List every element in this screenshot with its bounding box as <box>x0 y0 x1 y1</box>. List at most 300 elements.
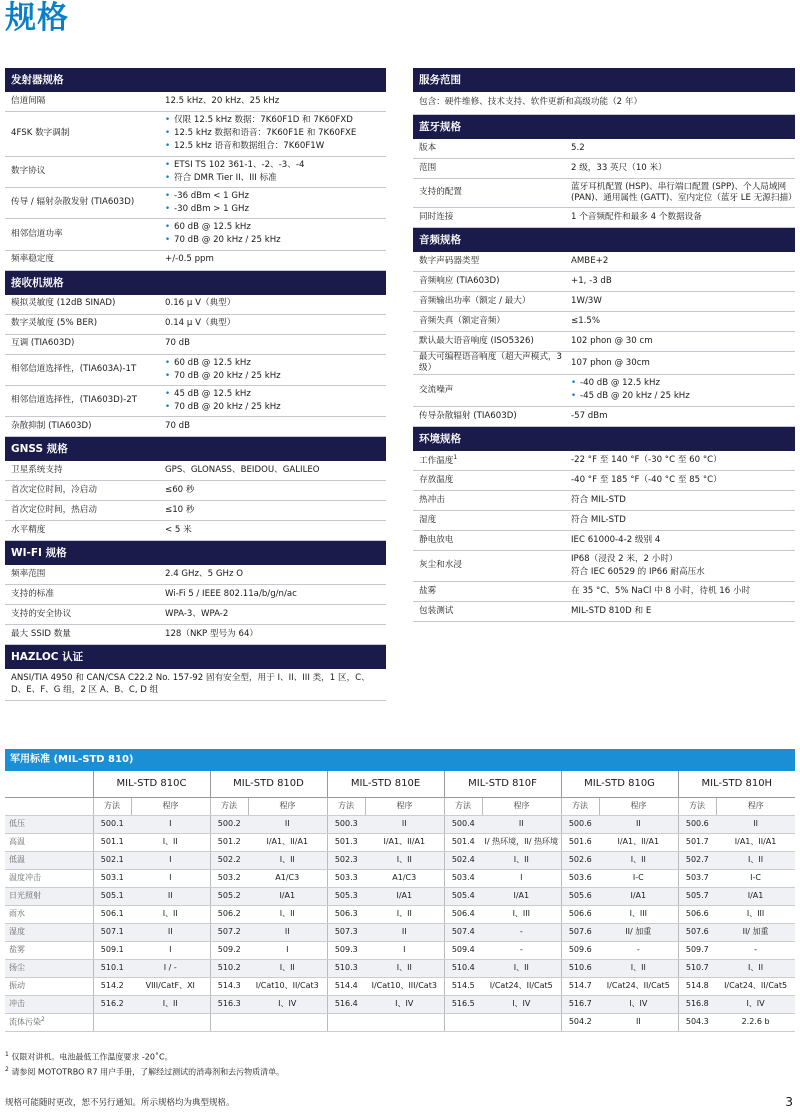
spec-bullet <box>165 172 386 185</box>
spec-label-text: 支持的配置 <box>419 187 462 198</box>
spec-label-text: 交流噪声 <box>419 384 454 395</box>
spec-row <box>413 208 795 228</box>
spec-value-text: 0.14 µ V（典型） <box>165 318 236 329</box>
procedure-cell: I <box>482 869 561 887</box>
procedure-cell: I/A1、II/A1 <box>599 833 678 851</box>
section-header: 蓝牙规格 <box>413 115 795 139</box>
spec-value-text: -30 dBm > 1 GHz <box>174 204 249 215</box>
method-cell: 509.4 <box>444 941 482 959</box>
spec-value <box>165 93 386 110</box>
method-cell: 505.7 <box>678 887 716 905</box>
section-header: 接收机规格 <box>5 271 386 295</box>
procedure-header: 程序 <box>365 797 444 815</box>
spec-row <box>5 417 386 437</box>
spec-label-text: 数字灵敏度 (5% BER) <box>11 318 98 329</box>
spec-bullet <box>165 221 386 234</box>
bullet-icon: • <box>165 128 171 139</box>
procedure-cell: I <box>131 941 210 959</box>
spec-value-text: 45 dB @ 12.5 kHz <box>174 388 251 399</box>
section-header: 环境规格 <box>413 427 795 451</box>
spec-value <box>571 492 795 509</box>
spec-label-text: 范围 <box>419 162 437 173</box>
bullet-icon: • <box>165 115 171 125</box>
table-row <box>5 923 795 941</box>
spec-label <box>5 395 165 406</box>
spec-value <box>165 315 386 332</box>
bullet-icon: • <box>165 370 171 381</box>
military-table <box>5 771 795 1032</box>
spec-value-text: 在 35 °C、5% NaCl 中 8 小时，待机 16 小时 <box>571 585 751 596</box>
method-cell: 500.1 <box>93 815 131 833</box>
table-row <box>5 905 795 923</box>
spec-value-text: 102 phon @ 30 cm <box>571 335 653 346</box>
spec-label <box>5 629 165 640</box>
method-cell: 500.4 <box>444 815 482 833</box>
spec-value <box>571 209 795 226</box>
spec-row <box>5 251 386 271</box>
footnote-text: 仅限对讲机。电池最低工作温度要求 -20˚C。 <box>11 1052 173 1062</box>
spec-label <box>413 606 571 617</box>
left-column <box>5 68 386 701</box>
spec-label <box>413 586 571 597</box>
spec-value-text: 12.5 kHz 数据和语音：7K60F1E 和 7K60FXE <box>174 128 357 139</box>
spec-label <box>413 475 571 486</box>
procedure-cell: I/Cat10、III/Cat3 <box>365 977 444 995</box>
row-label <box>5 995 93 1013</box>
spec-value-text: 60 dB @ 12.5 kHz <box>174 357 251 368</box>
spec-value <box>571 333 795 350</box>
spec-value <box>571 293 795 310</box>
spec-value <box>571 313 795 330</box>
procedure-cell: II/ 加重 <box>599 923 678 941</box>
method-cell <box>210 1013 248 1031</box>
procedure-cell: I/A1 <box>482 887 561 905</box>
procedure-cell: II <box>248 923 327 941</box>
spec-value <box>571 140 795 157</box>
spec-label <box>5 364 165 375</box>
spec-value <box>165 355 386 385</box>
spec-label <box>413 296 571 307</box>
method-cell: 501.2 <box>210 833 248 851</box>
method-cell: 509.2 <box>210 941 248 959</box>
spec-label-text: 信道间隔 <box>11 95 46 106</box>
spec-row <box>413 551 795 582</box>
spec-label <box>413 454 571 467</box>
spec-label <box>5 609 165 620</box>
method-cell: 507.3 <box>327 923 365 941</box>
method-cell: 500.6 <box>561 815 599 833</box>
method-cell: 502.2 <box>210 851 248 869</box>
spec-label-text: 传导 / 辐射杂散发射 (TIA603D) <box>11 197 135 208</box>
spec-label-text: 首次定位时间，冷启动 <box>11 485 97 496</box>
spec-value <box>571 355 795 372</box>
table-row <box>5 869 795 887</box>
footnote-1 <box>5 1051 173 1063</box>
row-label-text: 低温 <box>9 854 25 864</box>
spec-row <box>5 481 386 501</box>
gnss-specs <box>5 461 386 541</box>
spec-label-text: 最大 SSID 数量 <box>11 629 71 640</box>
spec-value <box>571 583 795 600</box>
spec-value-text: 70 dB <box>165 338 191 349</box>
spec-value-text: 70 dB @ 20 kHz / 25 kHz <box>174 235 281 246</box>
spec-label-text: 音频响应 (TIA603D) <box>419 275 500 286</box>
row-label <box>5 923 93 941</box>
method-cell: 509.6 <box>561 941 599 959</box>
spec-bullet <box>165 114 386 127</box>
procedure-header: 程序 <box>482 797 561 815</box>
spec-label-text: 支持的标准 <box>11 589 54 600</box>
row-label <box>5 1013 93 1031</box>
spec-value-text: 70 dB <box>165 421 191 432</box>
spec-label <box>413 352 571 374</box>
spec-value-text: ≤60 秒 <box>165 485 195 496</box>
procedure-cell: II <box>599 1013 678 1031</box>
spec-label-text: 频率稳定度 <box>11 254 54 265</box>
procedure-cell: I/A1、II/A1 <box>365 833 444 851</box>
method-cell: 506.1 <box>93 905 131 923</box>
method-cell: 502.7 <box>678 851 716 869</box>
table-row <box>5 959 795 977</box>
row-label <box>5 959 93 977</box>
method-cell: 514.7 <box>561 977 599 995</box>
procedure-cell: II <box>599 815 678 833</box>
spec-row <box>5 461 386 481</box>
procedure-cell <box>365 1013 444 1031</box>
method-cell: 506.6 <box>561 905 599 923</box>
method-header: 方法 <box>444 797 482 815</box>
procedure-cell: I/A1 <box>716 887 795 905</box>
spec-label-text: 音频失真（额定音频） <box>419 315 505 326</box>
spec-value <box>165 482 386 499</box>
spec-row <box>5 521 386 541</box>
method-cell: 503.7 <box>678 869 716 887</box>
method-header: 方法 <box>93 797 131 815</box>
method-cell: 502.3 <box>327 851 365 869</box>
service-text: 包含：硬件维修、技术支持、软件更新和高级功能（2 年） <box>413 92 795 115</box>
method-cell: 504.2 <box>561 1013 599 1031</box>
spec-row <box>5 219 386 250</box>
method-cell: 516.8 <box>678 995 716 1013</box>
procedure-cell: I、III <box>482 905 561 923</box>
row-label <box>5 833 93 851</box>
method-cell: 506.4 <box>444 905 482 923</box>
procedure-cell: I、IV <box>599 995 678 1013</box>
procedure-header: 程序 <box>716 797 795 815</box>
spec-value-text: +1, -3 dB <box>571 275 612 286</box>
spec-bullet <box>165 190 386 203</box>
spec-row <box>5 92 386 112</box>
procedure-cell: I、IV <box>365 995 444 1013</box>
footnote-marker: 2 <box>41 1015 45 1023</box>
spec-bullet <box>165 234 386 247</box>
spec-value-text: 70 dB @ 20 kHz / 25 kHz <box>174 402 281 413</box>
spec-label <box>5 96 165 107</box>
table-row <box>5 887 795 905</box>
method-cell <box>327 1013 365 1031</box>
row-label-text: 雨水 <box>9 908 25 918</box>
spec-row <box>5 335 386 355</box>
standard-header: MIL-STD 810H <box>678 771 795 797</box>
method-cell: 501.6 <box>561 833 599 851</box>
spec-value-text: 60 dB @ 12.5 kHz <box>174 222 251 233</box>
row-label <box>5 977 93 995</box>
method-header: 方法 <box>561 797 599 815</box>
spec-label-text: 默认最大语音响度 (ISO5326) <box>419 335 534 346</box>
row-label <box>5 851 93 869</box>
spec-value <box>571 253 795 270</box>
row-label-text: 低压 <box>9 818 25 828</box>
spec-row <box>413 139 795 159</box>
spec-label <box>5 128 165 139</box>
method-cell: 507.1 <box>93 923 131 941</box>
spec-value <box>571 452 795 469</box>
section-header: WI-FI 规格 <box>5 541 386 565</box>
spec-value-text: 仅限 12.5 kHz 数据：7K60F1D 和 7K60FXD <box>174 115 353 125</box>
procedure-cell: I/A1 <box>365 887 444 905</box>
spec-value <box>165 522 386 539</box>
spec-row <box>413 491 795 511</box>
spec-value-text: IP68（浸没 2 米，2 小时） <box>571 553 678 564</box>
row-label-text: 冲击 <box>9 998 25 1008</box>
procedure-cell: I、II <box>248 905 327 923</box>
method-cell: 510.1 <box>93 959 131 977</box>
method-cell: 516.5 <box>444 995 482 1013</box>
procedure-cell: I/A1 <box>248 887 327 905</box>
procedure-cell: I/A1、II/A1 <box>248 833 327 851</box>
bullet-icon: • <box>165 222 171 233</box>
spec-label <box>413 316 571 327</box>
spec-row <box>5 112 386 157</box>
procedure-cell: I <box>131 869 210 887</box>
method-cell: 506.3 <box>327 905 365 923</box>
procedure-cell: I <box>248 941 327 959</box>
spec-label <box>5 569 165 580</box>
procedure-cell: II <box>248 815 327 833</box>
disclaimer: 规格可能随时更改，恕不另行通知。所示规格均为典型规格。 <box>5 1098 235 1108</box>
spec-row <box>5 605 386 625</box>
procedure-cell: I/Cat10、II/Cat3 <box>248 977 327 995</box>
procedure-cell <box>131 1013 210 1031</box>
footnote-marker: 1 <box>5 1051 9 1058</box>
spec-value-text: 5.2 <box>571 142 585 153</box>
method-cell: 505.4 <box>444 887 482 905</box>
procedure-cell: - <box>599 941 678 959</box>
procedure-cell: I、IV <box>716 995 795 1013</box>
bullet-icon: • <box>571 391 577 402</box>
spec-row <box>413 531 795 551</box>
spec-value <box>165 251 386 268</box>
spec-label-text: 频率范围 <box>11 569 46 580</box>
method-cell: 506.6 <box>678 905 716 923</box>
spec-label <box>413 560 571 571</box>
table-row <box>5 815 795 833</box>
procedure-cell: I-C <box>716 869 795 887</box>
spec-value <box>165 418 386 435</box>
spec-row <box>413 312 795 332</box>
section-header: HAZLOC 认证 <box>5 645 386 669</box>
bullet-icon: • <box>165 159 171 170</box>
table-row <box>5 977 795 995</box>
spec-value-text: 70 dB @ 20 kHz / 25 kHz <box>174 370 281 381</box>
spec-label-text: 相邻信道选择性，(TIA603A)-1T <box>11 364 137 375</box>
military-table-body <box>5 815 795 1031</box>
spec-row <box>5 315 386 335</box>
spec-value-text: IEC 61000-4-2 级别 4 <box>571 534 661 545</box>
spec-row <box>413 292 795 312</box>
method-cell <box>93 1013 131 1031</box>
method-cell: 510.6 <box>561 959 599 977</box>
procedure-cell: I/Cat24、II/Cat5 <box>716 977 795 995</box>
method-cell: 501.3 <box>327 833 365 851</box>
method-cell: 502.6 <box>561 851 599 869</box>
standard-header: MIL-STD 810E <box>327 771 444 797</box>
method-cell <box>444 1013 482 1031</box>
spec-label-text: 传导杂散辐射 (TIA603D) <box>419 410 517 421</box>
spec-value-text: ETSI TS 102 361-1、-2、-3、-4 <box>174 159 305 170</box>
spec-value-text: 12.5 kHz 语音和数据组合：7K60F1W <box>174 141 325 152</box>
spec-row <box>5 157 386 188</box>
procedure-cell: I、III <box>599 905 678 923</box>
spec-label-text: 湿度 <box>419 514 437 525</box>
spec-bullet <box>165 140 386 153</box>
spec-value-text: 2 级，33 英尺（10 米） <box>571 162 667 173</box>
row-label-text: 扬尘 <box>9 962 25 972</box>
method-cell: 503.6 <box>561 869 599 887</box>
method-cell: 507.6 <box>561 923 599 941</box>
wifi-specs <box>5 565 386 645</box>
procedure-cell: I、II <box>482 959 561 977</box>
method-cell: 503.4 <box>444 869 482 887</box>
table-corner <box>5 771 93 797</box>
spec-value <box>165 112 386 156</box>
spec-row <box>413 352 795 375</box>
spec-label-text: 工作温度 <box>419 455 454 466</box>
procedure-cell <box>248 1013 327 1031</box>
spec-value-text: GPS、GLONASS、BEIDOU、GALILEO <box>165 465 320 476</box>
method-cell: 510.4 <box>444 959 482 977</box>
procedure-header: 程序 <box>599 797 678 815</box>
spec-value-text: Wi-Fi 5 / IEEE 802.11a/b/g/n/ac <box>165 589 297 600</box>
spec-value <box>571 551 795 581</box>
audio-specs <box>413 252 795 427</box>
spec-value-text: -36 dBm < 1 GHz <box>174 190 249 201</box>
procedure-cell: II <box>365 815 444 833</box>
procedure-cell: A1/C3 <box>365 869 444 887</box>
row-label-text: 盐雾 <box>9 944 25 954</box>
procedure-cell: I <box>131 851 210 869</box>
spec-bullet <box>165 203 386 216</box>
spec-label-text: 版本 <box>419 142 437 153</box>
spec-value-text: 符合 IEC 60529 的 IP66 耐高压水 <box>571 566 705 577</box>
procedure-header: 程序 <box>248 797 327 815</box>
procedure-cell: I <box>365 941 444 959</box>
method-cell: 500.2 <box>210 815 248 833</box>
procedure-cell: - <box>716 941 795 959</box>
footnote-marker: 2 <box>5 1066 9 1073</box>
spec-bullet <box>165 370 386 383</box>
procedure-cell: - <box>482 941 561 959</box>
procedure-cell: I、II <box>599 959 678 977</box>
spec-value-text: +/-0.5 ppm <box>165 254 214 265</box>
row-label-text: 流体污染 <box>9 1017 41 1027</box>
right-column <box>413 68 795 622</box>
section-header: 音频规格 <box>413 228 795 252</box>
spec-label-text: 灰尘和水浸 <box>419 560 462 571</box>
procedure-cell: I、II <box>131 833 210 851</box>
method-cell: 516.2 <box>93 995 131 1013</box>
bullet-icon: • <box>165 190 171 201</box>
procedure-cell: I/Cat24、II/Cat5 <box>599 977 678 995</box>
row-label-text: 日光照射 <box>9 890 41 900</box>
spec-label <box>5 166 165 177</box>
method-cell: 505.2 <box>210 887 248 905</box>
spec-label-text: 最大可编程语音响度（超大声模式，3 级） <box>419 351 562 374</box>
spec-value <box>571 179 795 207</box>
spec-label-text: 静电放电 <box>419 534 454 545</box>
table-row <box>5 1013 795 1031</box>
spec-value-text: ≤10 秒 <box>165 505 195 516</box>
military-standards <box>5 749 795 1032</box>
procedure-cell: I / - <box>131 959 210 977</box>
procedure-cell: II <box>131 923 210 941</box>
spec-value-text: WPA-3、WPA-2 <box>165 609 229 620</box>
row-label <box>5 941 93 959</box>
spec-value-text: < 5 米 <box>165 525 192 536</box>
spec-label-text: 数字协议 <box>11 166 46 177</box>
spec-value-text: -57 dBm <box>571 410 608 421</box>
procedure-cell: - <box>482 923 561 941</box>
standard-header: MIL-STD 810D <box>210 771 327 797</box>
method-header: 方法 <box>210 797 248 815</box>
spec-label-text: 首次定位时间，热启动 <box>11 505 97 516</box>
spec-label-text: 包装测试 <box>419 605 454 616</box>
spec-label-text: 音频输出功率（额定 / 最大） <box>419 295 531 306</box>
bullet-icon: • <box>165 388 171 399</box>
method-cell: 514.8 <box>678 977 716 995</box>
table-row <box>5 941 795 959</box>
spec-bullet <box>165 388 386 401</box>
spec-row <box>413 375 795 406</box>
procedure-cell: I-C <box>599 869 678 887</box>
standard-header: MIL-STD 810G <box>561 771 678 797</box>
standard-header: MIL-STD 810C <box>93 771 210 797</box>
spec-label <box>5 589 165 600</box>
spec-label-text: 相邻信道功率 <box>11 228 63 239</box>
method-cell: 509.7 <box>678 941 716 959</box>
spec-row <box>413 179 795 208</box>
transmitter-specs <box>5 92 386 271</box>
spec-value <box>165 586 386 603</box>
method-cell: 501.1 <box>93 833 131 851</box>
method-cell: 510.7 <box>678 959 716 977</box>
method-cell: 509.3 <box>327 941 365 959</box>
procedure-cell: II/ 加重 <box>716 923 795 941</box>
spec-bullet <box>165 159 386 172</box>
spec-value-text: 符合 MIL-STD <box>571 494 626 505</box>
standard-header: MIL-STD 810F <box>444 771 561 797</box>
procedure-cell: I、II <box>248 959 327 977</box>
spec-bullet <box>165 401 386 414</box>
spec-value-text: -40 °F 至 185 °F（-40 °C 至 85 °C） <box>571 474 722 485</box>
procedure-cell: I、II <box>482 851 561 869</box>
method-cell: 507.4 <box>444 923 482 941</box>
spec-label-text: 支持的安全协议 <box>11 609 72 620</box>
spec-label <box>5 229 165 240</box>
table-corner <box>5 797 93 815</box>
method-cell: 510.3 <box>327 959 365 977</box>
method-cell: 514.5 <box>444 977 482 995</box>
